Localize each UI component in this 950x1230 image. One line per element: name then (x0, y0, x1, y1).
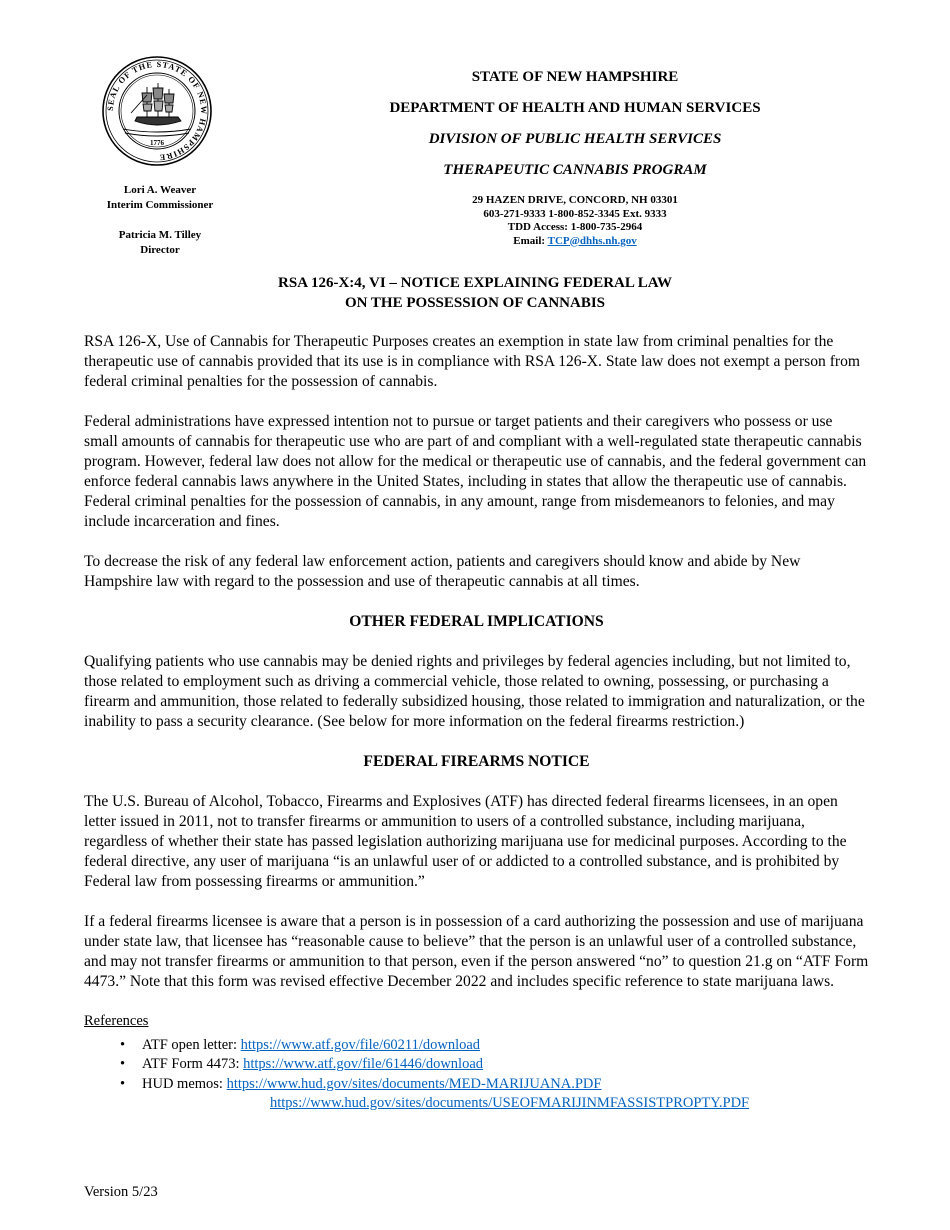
document-body (84, 332, 869, 1114)
reference-label: ATF open letter: (142, 1036, 241, 1053)
reference-link-atf-form[interactable]: https://www.atf.gov/file/61446/download (243, 1056, 484, 1072)
references-list (84, 1036, 869, 1114)
list-item-continuation (120, 1094, 869, 1114)
paragraph-federal-administrations: Federal administrations have expressed intention not to pursue or target patients and their caregivers who possess or use small amounts of cannabis for therapeutic use who are part of and compliant with a well-regulated state therapeutic cannabis program. However, federal law does not allow for the medical or therapeutic use of cannabis, and the federal government can enforce federal cannabis laws anywhere in the United States, including in states that allow the therapeutic use of cannabis. Federal criminal penalties for the possession of cannabis, in any amount, range from misdemeanors to felonies, and may include incarceration and fines. (84, 413, 867, 530)
paragraph-exemption: RSA 126-X, Use of Cannabis for Therapeutic Purposes creates an exemption in state law from criminal penalties for the therapeutic use of cannabis provided that its use is in compliance with RSA 126-X. State law does not exempt a person from federal criminal penalties for the possession of cannabis. (84, 333, 861, 390)
header-state: STATE OF NEW HAMPSHIRE (471, 69, 679, 85)
reference-label: HUD memos: (142, 1075, 227, 1092)
paragraph-risk: To decrease the risk of any federal law enforcement action, patients and caregivers should know and abide by New Hampshire law with regard to the possession and use of therapeutic cannabis at all times. (84, 553, 801, 590)
email-label: Email: (513, 234, 548, 247)
commissioner-title: Interim Commissioner (106, 199, 214, 211)
heading-other-federal-implications: OTHER FEDERAL IMPLICATIONS (349, 613, 604, 630)
references-section (84, 1012, 869, 1114)
list-item (120, 1075, 869, 1095)
header-tdd: TDD Access: 1-800-735-2964 (507, 221, 643, 233)
reference-link-atf-letter[interactable]: https://www.atf.gov/file/60211/download (240, 1036, 481, 1053)
bullet-icon: • (120, 1075, 126, 1092)
references-title: References (84, 1013, 149, 1029)
paragraph-rights: Qualifying patients who use cannabis may be denied rights and privileges by federal agencies including, but not limited to, those related to employment such as driving a commercial vehicle, those related to owning, possessing, or purchasing a firearm and ammunition, those related to federally subsidized housing, those related to immigration and naturalization, or the inability to pass a security clearance. (See below for more information on the federal firearms restriction.) (84, 653, 865, 730)
state-seal-logo (101, 55, 213, 167)
title-line-1: RSA 126-X:4, VI – NOTICE EXPLAINING FEDERAL LAW (278, 275, 672, 291)
seal-year: 1776 (150, 139, 164, 147)
paragraph-licensee: If a federal firearms licensee is aware that a person is in possession of a card authorizing the possession and use of marijuana under state law, that licensee has “reasonable cause to believe” that the person is an unlawful user of a controlled substance, and may not transfer firearms or ammunition to that person, even if the person answered “no” to question 21.g on “ATF Form 4473.” Note that this form was revised effective December 2022 and includes specific reference to state marijuana laws. (84, 913, 869, 990)
header-division: DIVISION OF PUBLIC HEALTH SERVICES (428, 131, 722, 147)
bullet-icon: • (120, 1056, 126, 1072)
heading-federal-firearms-notice: FEDERAL FIREARMS NOTICE (363, 753, 590, 770)
list-item (120, 1036, 869, 1056)
paragraph-atf: The U.S. Bureau of Alcohol, Tobacco, Firearms and Explosives (ATF) has directed federal firearms licensees, in an open letter issued in 2011, not to transfer firearms or ammunition to users of a controlled substance, including marijuana, regardless of whether their state has passed legislation authorizing marijuana use for medicinal purposes. According to the federal directive, any user of marijuana “is an unlawful user of or addicted to a controlled substance, and is prohibited by Federal law from possessing firearms or ammunition.” (84, 793, 847, 890)
director-name: Patricia M. Tilley (118, 229, 202, 241)
letterhead (300, 66, 850, 248)
director-title: Director (140, 244, 180, 256)
header-department: DEPARTMENT OF HEALTH AND HUMAN SERVICES (389, 100, 761, 116)
header-program: THERAPEUTIC CANNABIS PROGRAM (443, 162, 707, 178)
reference-link-hud-memo-2[interactable]: https://www.hud.gov/sites/documents/USEOFMARIJINMFASSISTPROPTY.PDF (270, 1095, 750, 1111)
reference-link-hud-memo-1[interactable]: https://www.hud.gov/sites/documents/MED-MARIJUANA.PDF (226, 1075, 602, 1092)
contact-block (300, 194, 850, 248)
version-footer: Version 5/23 (84, 1184, 158, 1200)
header-phones: 603-271-9333 1-800-852-3345 Ext. 9333 (483, 207, 667, 220)
header-email-line (300, 235, 850, 249)
seal-ring-text: SEAL OF THE STATE OF NEW HAMPSHIRE (105, 59, 209, 163)
email-link[interactable]: TCP@dhhs.nh.gov (547, 234, 637, 247)
reference-label: ATF Form 4473: (142, 1056, 244, 1072)
officials-block (60, 183, 260, 258)
list-item (120, 1055, 869, 1075)
header-address: 29 HAZEN DRIVE, CONCORD, NH 03301 (472, 194, 678, 206)
title-line-2: ON THE POSSESSION OF CANNABIS (344, 295, 606, 311)
bullet-icon: • (120, 1036, 126, 1053)
document-title (90, 273, 860, 313)
commissioner-name: Lori A. Weaver (123, 184, 197, 196)
